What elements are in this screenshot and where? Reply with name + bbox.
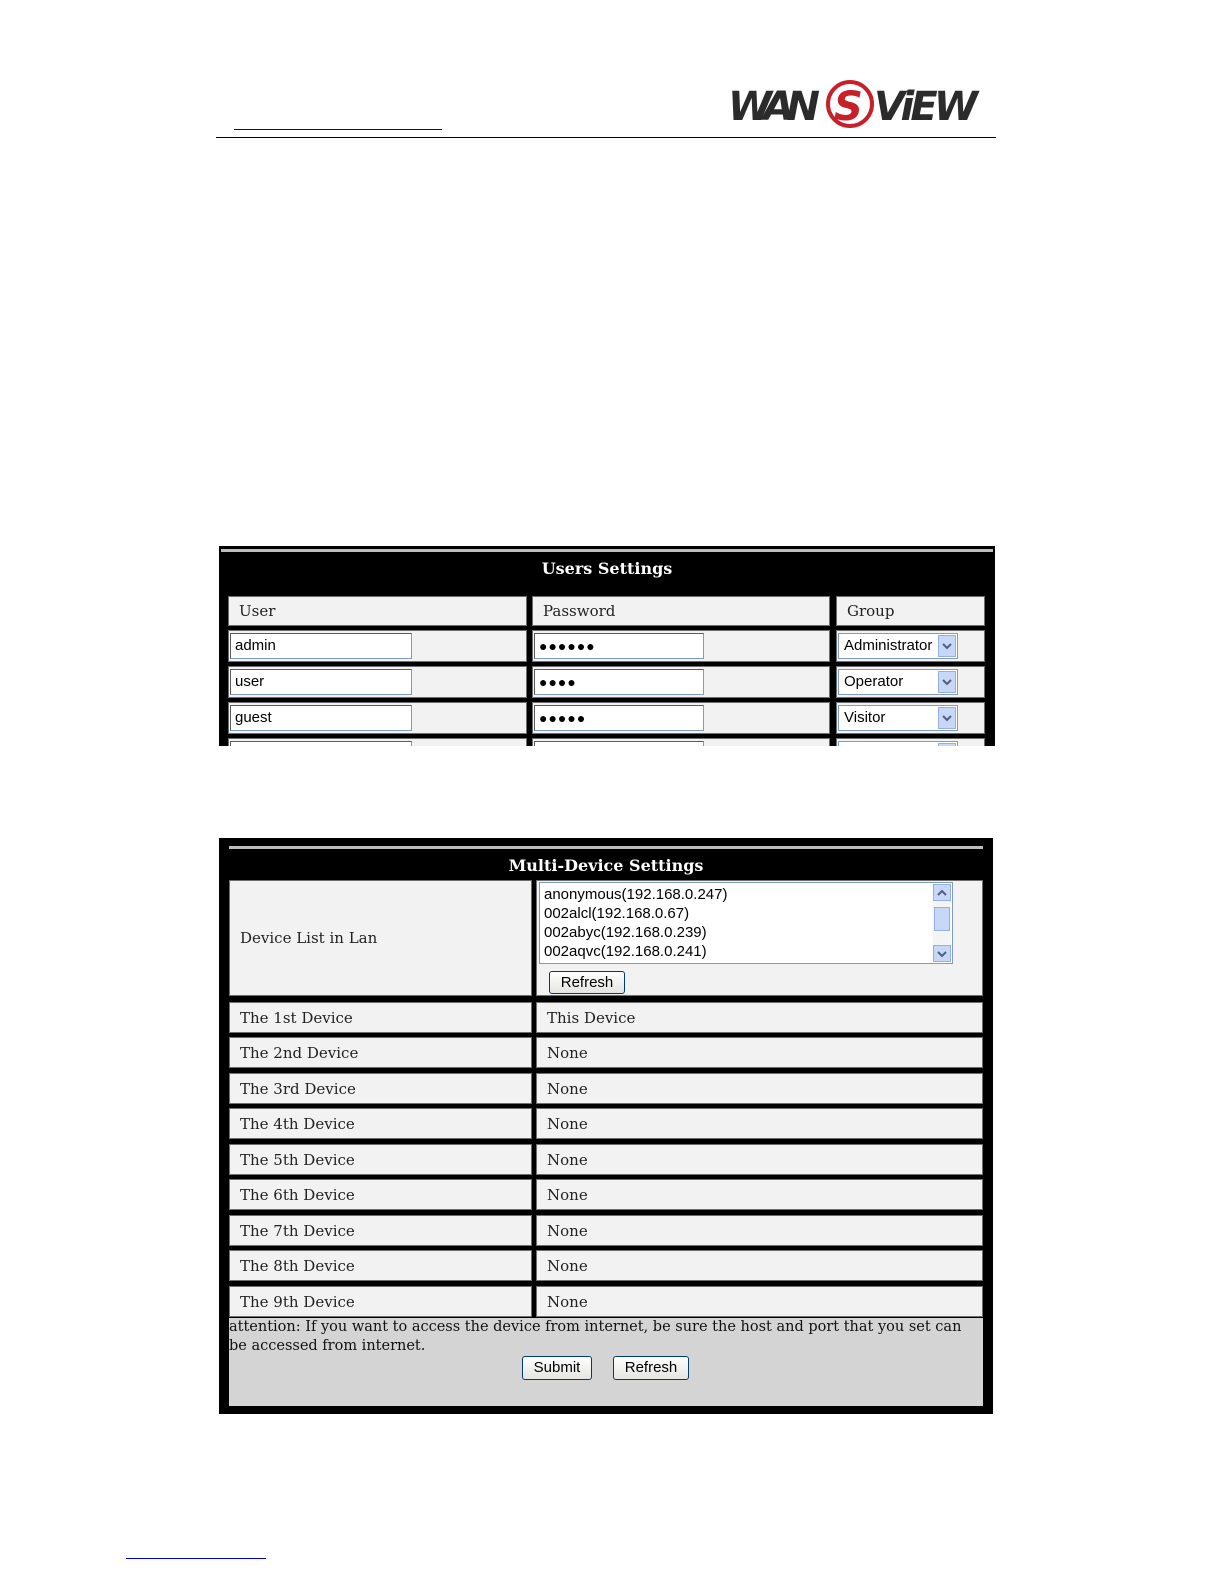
svg-text:ViEW: ViEW <box>874 84 978 130</box>
device-value-cell <box>536 1108 983 1139</box>
submit-button[interactable]: Submit <box>522 1356 592 1380</box>
list-item[interactable]: anonymous(192.168.0.247) <box>544 886 728 903</box>
group-select-value: Visitor <box>844 709 886 726</box>
device-value-cell <box>536 1037 983 1068</box>
password-input[interactable]: ●●●●● <box>534 705 704 731</box>
device-label-cell <box>229 1250 532 1281</box>
group-select-value: Administrator <box>844 637 933 654</box>
panel-top-line <box>221 549 993 552</box>
chevron-down-icon[interactable] <box>933 945 951 962</box>
column-header-password: Password <box>532 596 830 626</box>
device-label-cell <box>229 1002 532 1033</box>
user-name-input[interactable]: admin <box>230 633 412 659</box>
device-value: None <box>547 1044 588 1062</box>
device-label: The 9th Device <box>240 1293 355 1311</box>
device-value: None <box>547 1080 588 1098</box>
multi-device-settings-panel <box>219 838 993 1414</box>
group-select-value: Operator <box>844 673 904 690</box>
device-value: None <box>547 1151 588 1169</box>
device-label-cell <box>229 1144 532 1175</box>
users-settings-title: Users Settings <box>541 559 673 578</box>
header-rule <box>216 137 996 138</box>
password-input[interactable]: ●●●● <box>534 669 704 695</box>
column-header-user: User <box>228 596 527 626</box>
device-label-cell <box>229 1073 532 1104</box>
scrollbar-thumb[interactable] <box>934 907 950 931</box>
device-label: The 3rd Device <box>240 1080 356 1098</box>
chevron-down-icon[interactable] <box>938 671 956 693</box>
device-list-refresh-button[interactable]: Refresh <box>549 971 625 994</box>
refresh-button[interactable]: Refresh <box>613 1356 689 1380</box>
device-value-cell <box>536 1073 983 1104</box>
chevron-up-icon[interactable] <box>933 884 951 901</box>
footer-link[interactable] <box>126 1558 266 1559</box>
user-name-input[interactable] <box>230 741 412 746</box>
group-select[interactable] <box>838 705 958 731</box>
attention-note: attention: If you want to access the device from internet, be sure the host and port that you set can be accessed from internet. <box>229 1319 962 1354</box>
device-value: None <box>547 1115 588 1133</box>
list-item[interactable]: 002aqvc(192.168.0.241) <box>544 943 707 960</box>
device-label: The 1st Device <box>240 1009 353 1027</box>
panel-top-line <box>229 846 983 849</box>
device-value-cell <box>536 1215 983 1246</box>
password-input[interactable] <box>534 741 704 746</box>
device-label: The 7th Device <box>240 1222 355 1240</box>
chevron-down-icon[interactable] <box>938 743 956 746</box>
device-value-cell <box>536 1144 983 1175</box>
chevron-down-icon[interactable] <box>938 707 956 729</box>
device-value: None <box>547 1186 588 1204</box>
device-label-cell <box>229 1215 532 1246</box>
multi-device-settings-title: Multi-Device Settings <box>508 856 704 875</box>
device-value: This Device <box>547 1009 636 1027</box>
user-name-input[interactable]: user <box>230 669 412 695</box>
device-list-label-cell <box>229 880 532 996</box>
user-name-input[interactable]: guest <box>230 705 412 731</box>
group-select[interactable] <box>838 633 958 659</box>
device-label-cell <box>229 1108 532 1139</box>
device-label: The 8th Device <box>240 1257 355 1275</box>
svg-text:WAN: WAN <box>728 84 820 130</box>
device-value-cell <box>536 1250 983 1281</box>
listbox-scrollbar[interactable] <box>933 884 951 962</box>
device-value-cell <box>536 1286 983 1317</box>
device-list-listbox[interactable] <box>539 882 953 964</box>
device-label: The 6th Device <box>240 1186 355 1204</box>
group-select[interactable] <box>838 741 958 746</box>
header-link[interactable] <box>234 129 442 130</box>
device-label: The 5th Device <box>240 1151 355 1169</box>
list-item[interactable]: 002alcl(192.168.0.67) <box>544 905 690 922</box>
group-select[interactable] <box>838 669 958 695</box>
device-value-cell <box>536 1179 983 1210</box>
password-input[interactable]: ●●●●●● <box>534 633 704 659</box>
device-label-cell <box>229 1037 532 1068</box>
list-item[interactable]: 002abyc(192.168.0.239) <box>544 924 707 941</box>
column-header-group: Group <box>836 596 985 626</box>
users-settings-panel <box>219 546 995 746</box>
device-value: None <box>547 1222 588 1240</box>
device-label: The 4th Device <box>240 1115 355 1133</box>
svg-text:S: S <box>834 84 863 130</box>
device-label: The 2nd Device <box>240 1044 359 1062</box>
device-value: None <box>547 1257 588 1275</box>
form-footer <box>229 1318 983 1406</box>
device-list-label: Device List in Lan <box>240 929 378 947</box>
device-label-cell <box>229 1179 532 1210</box>
device-value-cell <box>536 1002 983 1033</box>
chevron-down-icon[interactable] <box>938 635 956 657</box>
device-label-cell <box>229 1286 532 1317</box>
device-value: None <box>547 1293 588 1311</box>
wansview-logo <box>728 78 980 132</box>
